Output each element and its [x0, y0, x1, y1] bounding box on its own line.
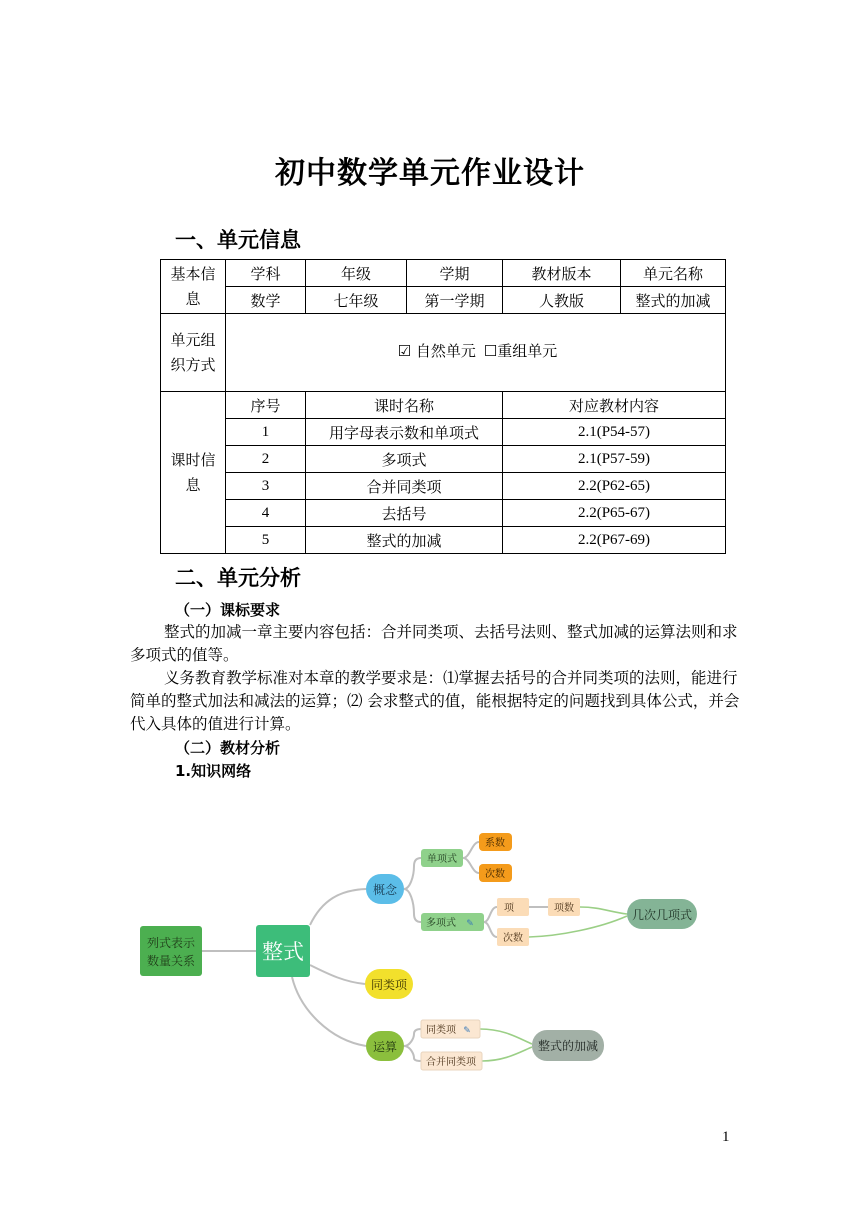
node-polynomial-label: 多项式	[426, 918, 456, 929]
lesson-content: 2.2(P67-69)	[503, 527, 726, 554]
node-left-box	[140, 926, 202, 976]
node-root-label: 整式	[262, 940, 304, 964]
node-coefficient-label: 系数	[485, 838, 505, 849]
lesson-name: 用字母表示数和单项式	[306, 419, 503, 446]
node-left-line1: 列式表示	[146, 936, 196, 950]
attachment-icon: ✎	[463, 1026, 471, 1036]
subheading-knowledge-network: 1.知识网络	[175, 762, 252, 780]
lesson-content: 2.2(P62-65)	[503, 473, 726, 500]
node-degree1-label: 次数	[485, 869, 505, 880]
attachment-icon: ✎	[466, 919, 474, 929]
lesson-content: 2.1(P54-57)	[503, 419, 726, 446]
section-heading-unit-info: 一、单元信息	[175, 228, 301, 252]
org-recombine-option: ☐重组单元	[483, 342, 558, 360]
paragraph-content-summary: 整式的加减一章主要内容包括：合并同类项、去括号法则、整式加减的运算法则和求多项式的值等。	[130, 623, 738, 664]
header-grade: 年级	[306, 260, 407, 287]
lesson-header-no: 序号	[226, 392, 306, 419]
lesson-no: 3	[226, 473, 306, 500]
lesson-name: 整式的加减	[306, 527, 503, 554]
lesson-no: 2	[226, 446, 306, 473]
lesson-name: 去括号	[306, 500, 503, 527]
header-subject: 学科	[226, 260, 306, 287]
node-op-like-terms-label: 同类项	[426, 1025, 456, 1036]
node-concept-label: 概念	[372, 883, 398, 897]
paragraph-teaching-requirements: 义务教育教学标准对本章的教学要求是：⑴掌握去括号的合并同类项的法则，能进行简单的整式加法和减法的运算；⑵ 会求整式的值，能根据特定的问题找到具体公式，并会代入具体的值进行计算。	[130, 669, 740, 733]
node-term-count-label: 项数	[554, 903, 574, 914]
lesson-header-name: 课时名称	[306, 392, 503, 419]
header-textbook: 教材版本	[503, 260, 621, 287]
lesson-name: 多项式	[306, 446, 503, 473]
value-textbook: 人教版	[503, 287, 621, 314]
value-grade: 七年级	[306, 287, 407, 314]
node-left-line2: 数量关系	[146, 954, 196, 968]
basic-info-label: 基本信息	[161, 260, 226, 314]
value-unit-name: 整式的加减	[621, 287, 726, 314]
node-operation-label: 运算	[372, 1040, 398, 1054]
lesson-no: 5	[226, 527, 306, 554]
lesson-content: 2.2(P65-67)	[503, 500, 726, 527]
lesson-content: 2.1(P57-59)	[503, 446, 726, 473]
node-monomial-label: 单项式	[427, 854, 457, 865]
lesson-no: 1	[226, 419, 306, 446]
org-natural-option: ☑ 自然单元	[397, 342, 476, 360]
lesson-info-label: 课时信息	[161, 392, 226, 554]
lesson-name: 合并同类项	[306, 473, 503, 500]
page-title: 初中数学单元作业设计	[275, 156, 585, 191]
node-degree2-label: 次数	[503, 933, 523, 944]
lesson-no: 4	[226, 500, 306, 527]
header-unit-name: 单元名称	[621, 260, 726, 287]
node-result2-label: 整式的加减	[537, 1039, 599, 1053]
subheading-textbook-analysis: （二）教材分析	[175, 739, 281, 757]
section-heading-unit-analysis: 二、单元分析	[175, 566, 301, 590]
node-result1-label: 几次几项式	[631, 908, 693, 922]
node-term-label: 项	[504, 903, 514, 914]
org-method-label: 单元组织方式	[161, 314, 226, 392]
node-like-terms-label: 同类项	[370, 978, 408, 992]
page-number: 1	[722, 1129, 730, 1145]
lesson-header-content: 对应教材内容	[503, 392, 726, 419]
value-semester: 第一学期	[407, 287, 503, 314]
node-op-combine-label: 合并同类项	[426, 1057, 476, 1068]
value-subject: 数学	[226, 287, 306, 314]
subheading-curriculum: （一）课标要求	[175, 601, 281, 619]
header-semester: 学期	[407, 260, 503, 287]
